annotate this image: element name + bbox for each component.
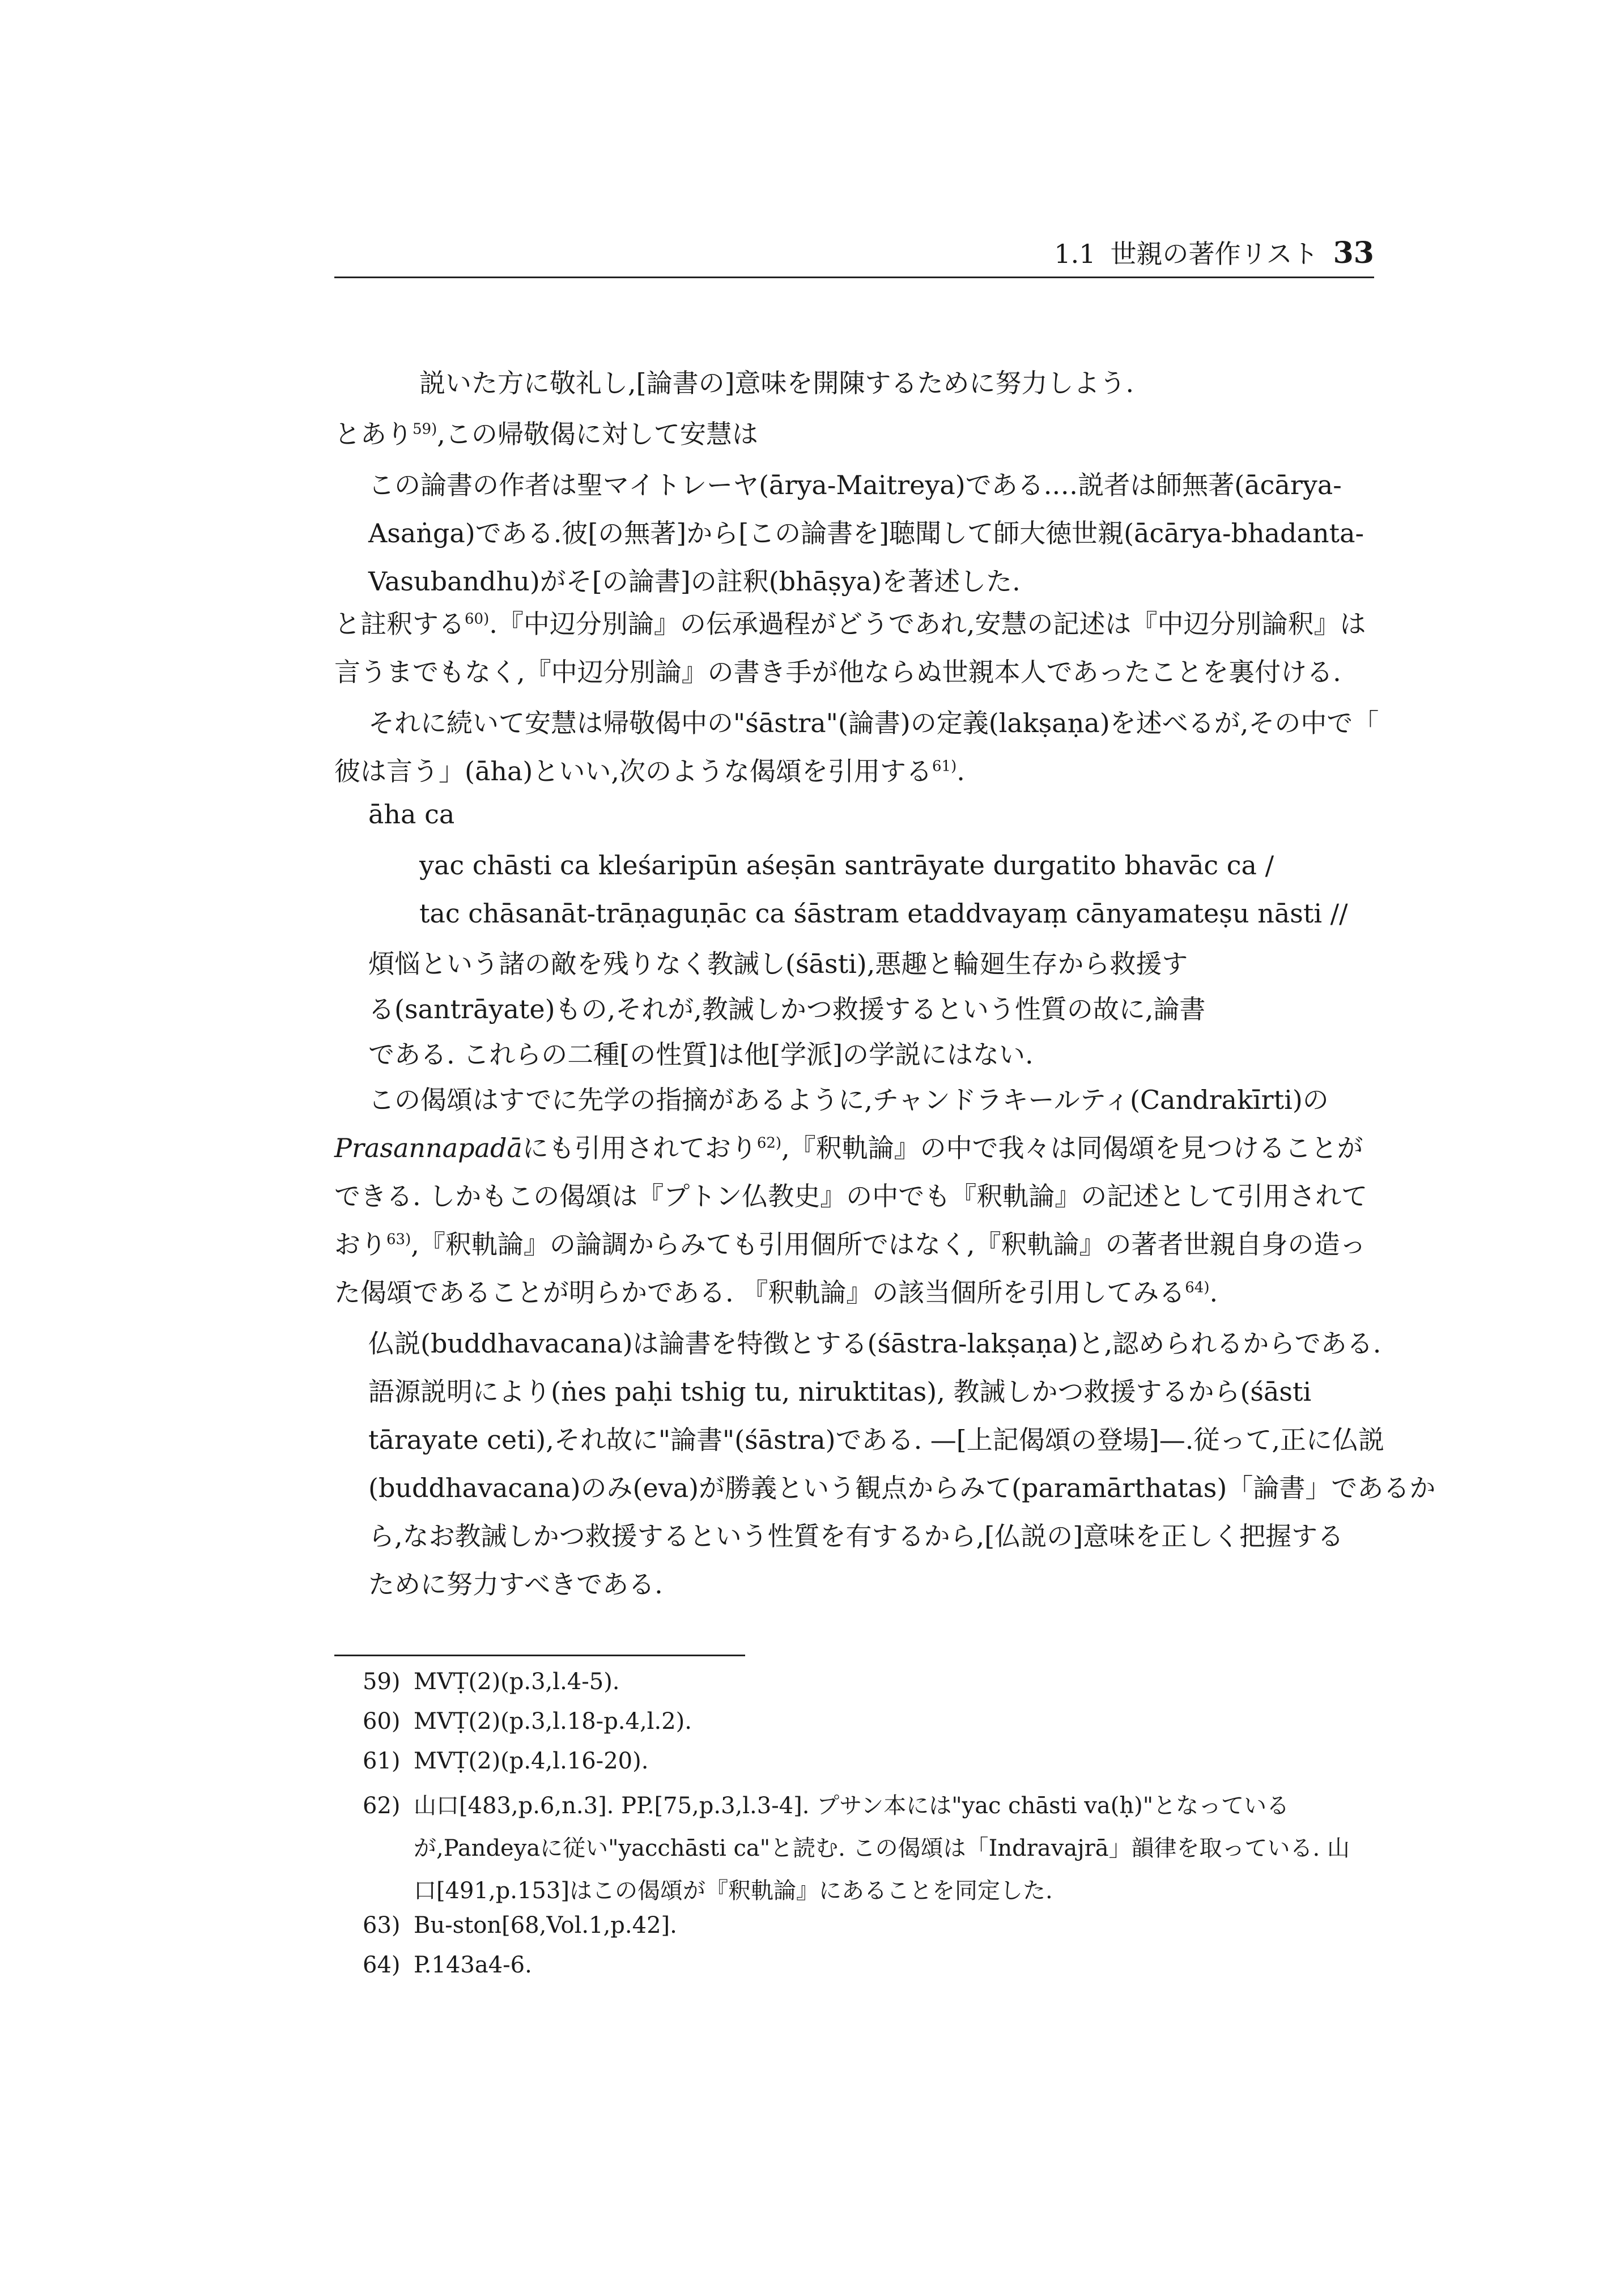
footnote-ref-60: 60) [465,610,490,628]
text: にも引用されており [522,1133,757,1163]
verse-line: yac chāsti ca kleśaripūn aśeṣān santrāyate durgatito bhavāc ca / [419,850,1274,881]
footnote-62-cont: 口[491,p.153]はこの偈頌が『釈軌論』にあることを同定した. [414,1878,1053,1904]
footnote-text: MVṬ(2)(p.3,l.4-5). [414,1669,620,1695]
quote-line: Asaṅga)である.彼[の無著]から[この論書を]聴聞して師大徳世親(ācārya-bhadanta- [368,518,1364,549]
translation-line: である. これらの二種[の性質]は他[学派]の学説にはない. [368,1039,1034,1070]
section-number: 1.1 [1054,239,1096,269]
text: おり [334,1229,386,1260]
footnote-number: 62) [363,1793,401,1819]
footnote-text: MVṬ(2)(p.3,l.18-p.4,l.2). [414,1708,692,1734]
footnote-number: 61) [363,1748,401,1774]
footnote-text: 山口[483,p.6,n.3]. PP.[75,p.3,l.3-4]. プサン本には"yac chāsti va(ḥ)"となっている [414,1793,1290,1819]
paragraph-line [334,1224,1366,1261]
footnote-text: Bu-ston[68,Vol.1,p.42]. [414,1912,677,1938]
paragraph-line [334,1272,1218,1309]
text: . [956,756,965,786]
page-number: 33 [1333,236,1374,270]
text: と註釈する [334,609,465,639]
footnote-number: 60) [363,1708,401,1734]
footnote-64 [363,1952,532,1978]
text: .『中辺分別論』の伝承過程がどうであれ,安慧の記述は『中辺分別論釈』は [489,609,1366,639]
footnote-ref-62: 62) [756,1134,782,1152]
paragraph-line: それに続いて安慧は帰敬偈中の"śāstra"(論書)の定義(lakṣaṇa)を述べるが,その中で「 [368,708,1379,738]
text: . [1209,1277,1218,1308]
paragraph-line: できる. しかもこの偈頌は『プトン仏教史』の中でも『釈軌論』の記述として引用されて [334,1181,1368,1211]
quote-line: ために努力すべきである. [368,1569,663,1600]
quote-line: tārayate ceti),それ故に"論書"(śāstra)である. —[上記偈頌の登場]—.従って,正に仏説 [368,1425,1384,1455]
footnote-number: 59) [363,1669,401,1695]
paragraph-line: 言うまでもなく,『中辺分別論』の書き手が他ならぬ世親本人であったことを裏付ける. [334,657,1341,687]
text: ,『釈軌論』の論調からみても引用個所ではなく,『釈軌論』の著者世親自身の造っ [411,1229,1366,1260]
footnote-61 [363,1748,648,1774]
italic-title: Prasannapadā [334,1133,522,1163]
footnote-text: P.143a4-6. [414,1952,532,1978]
section-title: 世親の著作リスト [1110,239,1319,269]
paragraph-line: この偈頌はすでに先学の指摘があるように,チャンドラキールティ(Candrakīrti)の [368,1085,1329,1115]
quote-line: (buddhavacana)のみ(eva)が勝義という観点からみて(paramārthatas)「論書」であるか [368,1473,1436,1503]
footnote-63 [363,1912,677,1938]
text: ,『釈軌論』の中で我々は同偈頌を見つけることが [781,1133,1363,1163]
running-header [334,227,1374,278]
translation-line: る(santrāyate)もの,それが,教誡しかつ救援するという性質の故に,論書 [368,994,1206,1024]
footnote-ref-63: 63) [386,1231,411,1248]
footnote-number: 63) [363,1912,401,1938]
footnote-text: MVṬ(2)(p.4,l.16-20). [414,1748,649,1774]
quote-line: āha ca [368,799,455,830]
paragraph-line [334,751,965,788]
text: とあり [334,419,413,449]
translation-line: 煩悩という諸の敵を残りなく教誡し(śāsti),悪趣と輪廻生存から救援す [368,949,1188,979]
verse-line: tac chāsanāt-trāṇaguṇāc ca śāstram etaddvayaṃ cānyamateṣu nāsti // [419,898,1348,929]
paragraph-line [334,1128,1363,1165]
quote-line: ら,なお教誡しかつ救援するという性質を有するから,[仏説の]意味を正しく把握する [368,1521,1344,1551]
footnote-ref-59: 59) [413,420,437,438]
text: 彼は言う」(āha)といい,次のような偈頌を引用する [334,756,932,786]
text: た偈頌であることが明らかである. 『釈軌論』の該当個所を引用してみる [334,1277,1185,1308]
footnote-59 [363,1669,620,1695]
paragraph-line [334,603,1366,641]
quote-line: Vasubandhu)がそ[の論書]の註釈(bhāṣya)を著述した. [368,566,1021,597]
quote-line: 説いた方に敬礼し,[論書の]意味を開陳するために努力しよう. [419,368,1134,398]
paragraph-line [334,414,758,451]
header-text [1039,233,1374,271]
text: ,この帰敬偈に対して安慧は [437,419,758,449]
quote-line: この論書の作者は聖マイトレーヤ(ārya-Maitreya)である.…説者は師無著(ācārya- [368,470,1342,500]
footnote-rule [334,1655,745,1656]
quote-line: 語源説明により(ṅes paḥi tshig tu, niruktitas), 教誡しかつ救援するから(śāsti [368,1376,1312,1407]
footnote-62-cont: が,Pandeyaに従い"yacchāsti ca"と読む. この偈頌は「Indravajrā」韻律を取っている. 山 [414,1835,1350,1861]
footnote-ref-64: 64) [1185,1279,1210,1296]
footnote-ref-61: 61) [932,758,957,775]
footnote-62 [363,1788,1289,1820]
footnote-60 [363,1708,692,1734]
footnote-number: 64) [363,1952,401,1978]
quote-line: 仏説(buddhavacana)は論書を特徴とする(śāstra-lakṣaṇa)と,認められるからである. [368,1328,1381,1359]
